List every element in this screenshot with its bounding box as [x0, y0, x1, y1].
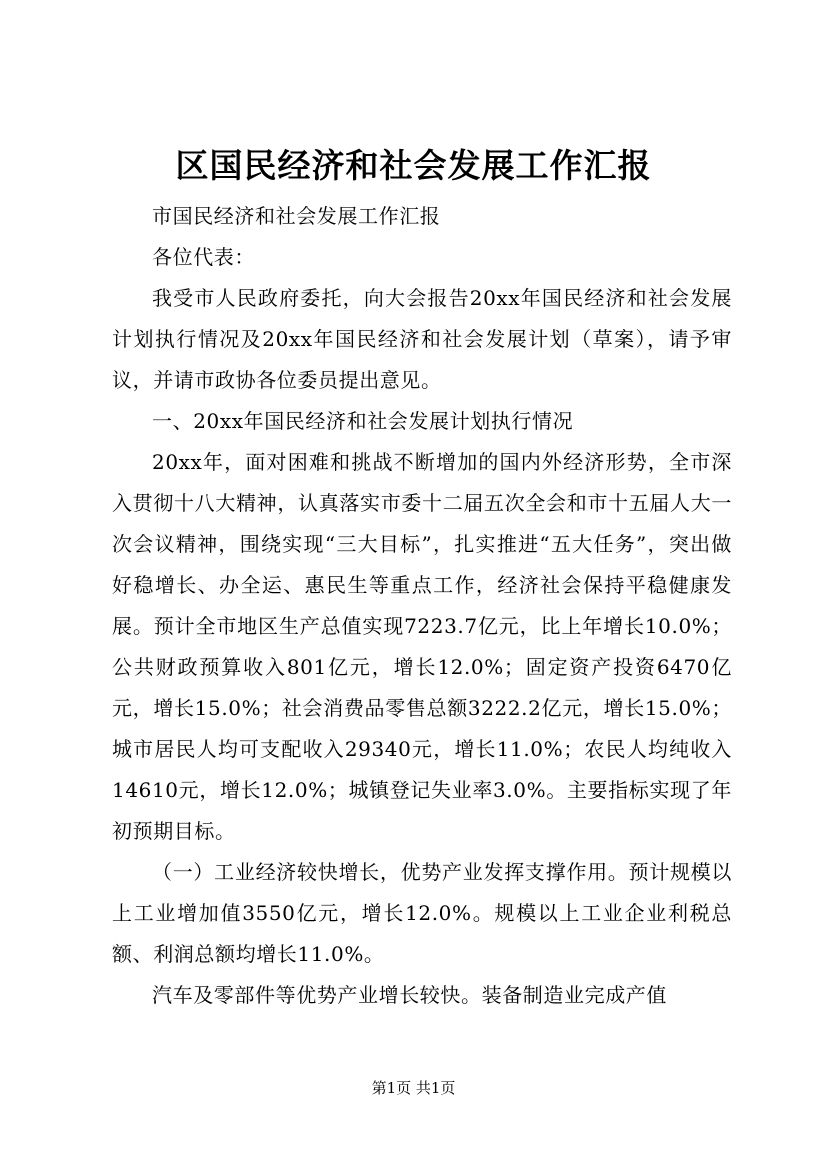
paragraph-intro: 我受市人民政府委托，向大会报告20xx年国民经济和社会发展计划执行情况及20xx年国民经济和社会发展计划（草案），请予审议，并请市政协各位委员提出意见。	[112, 286, 732, 392]
document-title: 区国民经济和社会发展工作汇报	[175, 146, 652, 185]
paragraph-overview: 20xx年，面对困难和挑战不断增加的国内外经济形势，全市深入贯彻十八大精神，认真落实市委十二届五次全会和市十五届人大一次会议精神，围绕实现“三大目标”，扎实推进“五大任务”，突出做好稳增长、办全运、惠民生等重点工作，经济社会保持平稳健康发展。预计全市地区生产总值实现7223.7亿元，比上年增长10.0%；公共财政预算收入801亿元，增长12.0%；固定资产投资6470亿元，增长15.0%；社会消费品零售总额3222.2亿元，增长15.0%；城市居民人均可支配收入29340元，增长11.0%；农民人均纯收入14610元，增长12.0%；城镇登记失业率3.0%。主要指标实现了年初预期目标。	[112, 450, 732, 843]
paragraph-salutation: 各位代表：	[152, 245, 255, 269]
section-heading: 一、20xx年国民经济和社会发展计划执行情况	[152, 409, 574, 433]
document-body	[112, 196, 732, 1016]
page-footer: 第1页 共1页	[371, 1079, 456, 1097]
paragraph-auto: 汽车及零部件等优势产业增长较快。装备制造业完成产值	[152, 983, 667, 1007]
paragraph-subtitle: 市国民经济和社会发展工作汇报	[152, 204, 441, 228]
paragraph-industry: （一）工业经济较快增长，优势产业发挥支撑作用。预计规模以上工业增加值3550亿元，增长12.0%。规模以上工业企业利税总额、利润总额均增长11.0%。	[112, 860, 732, 966]
